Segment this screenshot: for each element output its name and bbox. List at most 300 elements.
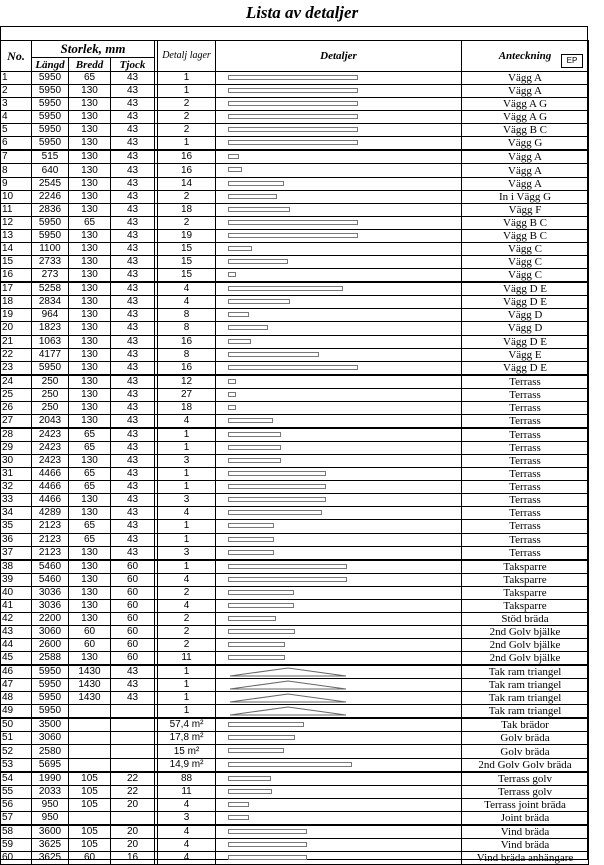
table-row	[1, 322, 589, 335]
row-drawing	[216, 507, 462, 520]
row-quantity: 3	[158, 546, 216, 560]
row-note: Stöd bräda	[462, 612, 589, 625]
part-drawing-icon	[228, 339, 251, 344]
row-number: 57	[1, 811, 32, 825]
row-thickness: 43	[111, 150, 155, 164]
row-drawing	[216, 825, 462, 839]
row-quantity: 1	[158, 533, 216, 546]
row-thickness: 43	[111, 229, 155, 242]
row-note: Vägg D	[462, 309, 589, 322]
row-note: Vägg F	[462, 203, 589, 216]
table-row	[1, 785, 589, 798]
row-width: 130	[69, 388, 111, 401]
row-number: 13	[1, 229, 32, 242]
row-thickness: 43	[111, 401, 155, 414]
row-note: Vägg G	[462, 137, 589, 151]
row-note: Vägg A	[462, 72, 589, 85]
row-note: Taksparre	[462, 599, 589, 612]
row-thickness: 22	[111, 772, 155, 786]
row-drawing	[216, 705, 462, 719]
table-row	[1, 111, 589, 124]
page-title: Lista av detaljer	[245, 3, 359, 22]
row-number: 48	[1, 692, 32, 705]
row-width: 65	[69, 468, 111, 481]
row-width: 1430	[69, 665, 111, 679]
row-number: 49	[1, 705, 32, 719]
row-width: 130	[69, 599, 111, 612]
row-quantity: 11	[158, 785, 216, 798]
row-width: 130	[69, 375, 111, 389]
row-thickness: 43	[111, 203, 155, 216]
row-width: 130	[69, 243, 111, 256]
row-thickness: 43	[111, 468, 155, 481]
row-drawing	[216, 348, 462, 361]
triangle-drawing-icon	[228, 680, 348, 690]
row-quantity: 8	[158, 309, 216, 322]
row-number: 45	[1, 652, 32, 666]
row-number: 37	[1, 546, 32, 560]
row-quantity: 16	[158, 150, 216, 164]
row-note: Vägg A	[462, 150, 589, 164]
row-quantity: 2	[158, 111, 216, 124]
row-quantity: 8	[158, 322, 216, 335]
row-note: Terrass	[462, 546, 589, 560]
row-thickness: 16	[111, 851, 155, 864]
row-thickness: 60	[111, 599, 155, 612]
row-thickness: 43	[111, 533, 155, 546]
row-thickness: 43	[111, 322, 155, 335]
part-drawing-icon	[228, 497, 326, 502]
part-drawing-icon	[228, 458, 281, 463]
row-drawing	[216, 229, 462, 242]
row-quantity: 2	[158, 98, 216, 111]
row-number: 23	[1, 361, 32, 375]
table-row	[1, 401, 589, 414]
part-drawing-icon	[228, 194, 277, 199]
row-length: 5258	[32, 282, 69, 296]
row-thickness: 43	[111, 137, 155, 151]
row-drawing	[216, 468, 462, 481]
row-width: 130	[69, 322, 111, 335]
row-note: Terrass	[462, 414, 589, 428]
row-thickness: 43	[111, 665, 155, 679]
row-quantity: 2	[158, 626, 216, 639]
part-drawing-icon	[228, 550, 274, 555]
row-quantity: 18	[158, 203, 216, 216]
table-row	[1, 441, 589, 454]
row-drawing	[216, 665, 462, 679]
row-number: 56	[1, 798, 32, 811]
row-note: Tak ram triangel	[462, 705, 589, 719]
row-number: 36	[1, 533, 32, 546]
row-note: Terrass golv	[462, 772, 589, 786]
row-note: Vind bräda	[462, 838, 589, 851]
row-number: 10	[1, 190, 32, 203]
table-row	[1, 243, 589, 256]
row-thickness: 43	[111, 309, 155, 322]
part-drawing-icon	[228, 418, 273, 423]
part-drawing-icon	[228, 75, 358, 80]
part-drawing-icon	[228, 629, 295, 634]
part-drawing-icon	[228, 365, 358, 370]
row-quantity: 12	[158, 375, 216, 389]
table-row	[1, 745, 589, 758]
row-length: 4466	[32, 481, 69, 494]
row-note: Terrass	[462, 520, 589, 533]
row-length: 3500	[32, 718, 69, 732]
table-row	[1, 124, 589, 137]
row-thickness: 43	[111, 520, 155, 533]
row-quantity: 4	[158, 414, 216, 428]
row-width: 65	[69, 481, 111, 494]
row-width: 130	[69, 652, 111, 666]
row-drawing	[216, 481, 462, 494]
row-quantity: 19	[158, 229, 216, 242]
table-row	[1, 375, 589, 389]
row-quantity: 18	[158, 401, 216, 414]
row-length: 2834	[32, 296, 69, 309]
table-row	[1, 348, 589, 361]
row-note: Tak ram triangel	[462, 665, 589, 679]
row-note: Terrass golv	[462, 785, 589, 798]
table-row	[1, 137, 589, 151]
triangle-drawing-icon	[228, 706, 348, 716]
row-length: 1990	[32, 772, 69, 786]
row-quantity: 15	[158, 243, 216, 256]
row-note: Terrass	[462, 375, 589, 389]
part-drawing-icon	[228, 325, 268, 330]
row-note: Vind bräda	[462, 825, 589, 839]
row-length: 2123	[32, 546, 69, 560]
row-width	[69, 732, 111, 745]
row-length: 964	[32, 309, 69, 322]
row-thickness: 43	[111, 216, 155, 229]
row-number: 59	[1, 838, 32, 851]
row-thickness: 43	[111, 428, 155, 442]
row-note: Joint bräda	[462, 811, 589, 825]
row-drawing	[216, 401, 462, 414]
row-drawing	[216, 758, 462, 772]
row-length: 4177	[32, 348, 69, 361]
row-length: 273	[32, 269, 69, 283]
table-row	[1, 612, 589, 625]
row-quantity: 1	[158, 85, 216, 98]
part-drawing-icon	[228, 564, 347, 569]
row-drawing	[216, 745, 462, 758]
table-row	[1, 229, 589, 242]
part-drawing-icon	[228, 140, 358, 145]
row-drawing	[216, 98, 462, 111]
row-length: 5950	[32, 692, 69, 705]
row-width: 130	[69, 256, 111, 269]
row-note: Vägg C	[462, 256, 589, 269]
row-quantity: 14	[158, 177, 216, 190]
part-drawing-icon	[228, 537, 274, 542]
table-row	[1, 269, 589, 283]
row-quantity: 4	[158, 798, 216, 811]
row-length: 3625	[32, 838, 69, 851]
row-drawing	[216, 375, 462, 389]
row-length: 5950	[32, 216, 69, 229]
row-width: 1430	[69, 692, 111, 705]
row-note: Terrass	[462, 507, 589, 520]
row-note: Tak brädor	[462, 718, 589, 732]
row-length: 950	[32, 811, 69, 825]
row-number: 41	[1, 599, 32, 612]
row-thickness: 20	[111, 838, 155, 851]
row-length: 1100	[32, 243, 69, 256]
row-number: 40	[1, 586, 32, 599]
row-length: 5950	[32, 229, 69, 242]
row-drawing	[216, 85, 462, 98]
row-number: 53	[1, 758, 32, 772]
row-length: 2836	[32, 203, 69, 216]
table-row	[1, 692, 589, 705]
row-drawing	[216, 838, 462, 851]
row-length: 4466	[32, 494, 69, 507]
row-note: Taksparre	[462, 560, 589, 574]
row-width: 1430	[69, 679, 111, 692]
part-drawing-icon	[228, 352, 319, 357]
row-width: 130	[69, 454, 111, 467]
row-drawing	[216, 282, 462, 296]
row-number: 17	[1, 282, 32, 296]
row-quantity: 4	[158, 573, 216, 586]
row-quantity: 4	[158, 838, 216, 851]
row-thickness: 60	[111, 573, 155, 586]
row-quantity: 1	[158, 665, 216, 679]
part-drawing-icon	[228, 842, 307, 847]
row-length: 3036	[32, 586, 69, 599]
row-note: 2nd Golv bjälke	[462, 652, 589, 666]
row-number: 25	[1, 388, 32, 401]
table-row	[1, 164, 589, 177]
row-drawing	[216, 454, 462, 467]
row-number: 52	[1, 745, 32, 758]
row-length: 5460	[32, 573, 69, 586]
table-row	[1, 838, 589, 851]
row-length: 2246	[32, 190, 69, 203]
row-length: 2043	[32, 414, 69, 428]
row-length: 640	[32, 164, 69, 177]
row-thickness: 60	[111, 652, 155, 666]
row-number: 47	[1, 679, 32, 692]
table-row	[1, 811, 589, 825]
row-quantity: 1	[158, 137, 216, 151]
part-drawing-icon	[228, 312, 249, 317]
row-quantity: 2	[158, 612, 216, 625]
row-width: 130	[69, 111, 111, 124]
row-length: 4289	[32, 507, 69, 520]
row-width: 65	[69, 216, 111, 229]
row-width: 105	[69, 825, 111, 839]
row-width: 105	[69, 798, 111, 811]
row-number: 28	[1, 428, 32, 442]
row-drawing	[216, 414, 462, 428]
header-size: Storlek, mm	[32, 41, 155, 58]
row-drawing	[216, 428, 462, 442]
row-number: 44	[1, 639, 32, 652]
row-width: 65	[69, 520, 111, 533]
row-width: 130	[69, 296, 111, 309]
row-width: 65	[69, 441, 111, 454]
table-row	[1, 705, 589, 719]
part-drawing-icon	[228, 181, 284, 186]
row-thickness: 60	[111, 639, 155, 652]
header-details: Detaljer	[216, 41, 462, 72]
row-drawing	[216, 137, 462, 151]
row-drawing	[216, 335, 462, 348]
header-note: Anteckning	[462, 41, 589, 72]
row-length: 250	[32, 388, 69, 401]
row-quantity: 4	[158, 851, 216, 864]
row-note: 2nd Golv Golv bräda	[462, 758, 589, 772]
row-thickness: 60	[111, 626, 155, 639]
row-width	[69, 705, 111, 719]
row-drawing	[216, 441, 462, 454]
row-note: Taksparre	[462, 573, 589, 586]
row-thickness: 43	[111, 348, 155, 361]
row-width: 130	[69, 361, 111, 375]
row-quantity: 15 m²	[158, 745, 216, 758]
row-thickness	[111, 745, 155, 758]
row-length: 950	[32, 798, 69, 811]
part-drawing-icon	[228, 233, 358, 238]
table-row	[1, 414, 589, 428]
row-quantity: 1	[158, 520, 216, 533]
row-drawing	[216, 520, 462, 533]
row-drawing	[216, 296, 462, 309]
row-width: 130	[69, 573, 111, 586]
row-quantity: 14,9 m²	[158, 758, 216, 772]
row-note: Vägg D	[462, 322, 589, 335]
row-quantity: 3	[158, 454, 216, 467]
row-drawing	[216, 269, 462, 283]
row-thickness: 43	[111, 177, 155, 190]
row-width: 130	[69, 612, 111, 625]
row-quantity: 1	[158, 481, 216, 494]
row-width: 130	[69, 494, 111, 507]
row-thickness	[111, 732, 155, 745]
row-number: 11	[1, 203, 32, 216]
table-row	[1, 507, 589, 520]
row-number: 9	[1, 177, 32, 190]
part-drawing-icon	[228, 655, 285, 660]
part-drawing-icon	[228, 735, 295, 740]
table-row	[1, 256, 589, 269]
row-note: 2nd Golv bjälke	[462, 639, 589, 652]
table-row	[1, 626, 589, 639]
row-length: 2200	[32, 612, 69, 625]
part-drawing-icon	[228, 642, 285, 647]
part-drawing-icon	[228, 432, 281, 437]
row-width: 130	[69, 348, 111, 361]
row-quantity: 15	[158, 269, 216, 283]
row-quantity: 1	[158, 468, 216, 481]
row-length: 5950	[32, 72, 69, 85]
row-thickness: 60	[111, 586, 155, 599]
row-length: 1063	[32, 335, 69, 348]
table-row	[1, 98, 589, 111]
row-drawing	[216, 546, 462, 560]
row-width: 130	[69, 98, 111, 111]
row-number: 50	[1, 718, 32, 732]
row-thickness: 43	[111, 692, 155, 705]
row-quantity: 2	[158, 124, 216, 137]
table-row	[1, 586, 589, 599]
table-row	[1, 652, 589, 666]
row-length: 2423	[32, 441, 69, 454]
row-number: 33	[1, 494, 32, 507]
row-quantity: 1	[158, 441, 216, 454]
row-length: 250	[32, 401, 69, 414]
row-number: 42	[1, 612, 32, 625]
part-drawing-icon	[228, 471, 326, 476]
row-thickness: 43	[111, 111, 155, 124]
table-row	[1, 216, 589, 229]
triangle-drawing-icon	[228, 693, 348, 703]
row-width	[69, 758, 111, 772]
row-thickness: 43	[111, 190, 155, 203]
part-drawing-icon	[228, 101, 358, 106]
row-quantity: 4	[158, 507, 216, 520]
row-thickness: 43	[111, 124, 155, 137]
table-row	[1, 560, 589, 574]
row-width: 130	[69, 229, 111, 242]
row-drawing	[216, 494, 462, 507]
row-length: 5950	[32, 111, 69, 124]
table-row	[1, 190, 589, 203]
row-drawing	[216, 626, 462, 639]
part-drawing-icon	[228, 246, 252, 251]
row-width: 60	[69, 639, 111, 652]
details-table	[0, 40, 589, 865]
row-width: 105	[69, 838, 111, 851]
row-width: 60	[69, 851, 111, 864]
row-note: Vägg A	[462, 177, 589, 190]
row-number: 26	[1, 401, 32, 414]
row-note: Vägg B C	[462, 124, 589, 137]
row-drawing	[216, 190, 462, 203]
row-number: 39	[1, 573, 32, 586]
row-thickness: 22	[111, 785, 155, 798]
row-quantity: 16	[158, 164, 216, 177]
row-number: 2	[1, 85, 32, 98]
part-drawing-icon	[228, 405, 236, 410]
row-drawing	[216, 851, 462, 864]
row-quantity: 27	[158, 388, 216, 401]
part-drawing-icon	[228, 616, 276, 621]
row-width: 130	[69, 401, 111, 414]
row-number: 1	[1, 72, 32, 85]
row-quantity: 57,4 m²	[158, 718, 216, 732]
row-thickness: 43	[111, 414, 155, 428]
row-quantity: 1	[158, 679, 216, 692]
table-row	[1, 388, 589, 401]
row-length: 5950	[32, 124, 69, 137]
row-length: 5950	[32, 361, 69, 375]
row-number: 8	[1, 164, 32, 177]
row-quantity: 1	[158, 428, 216, 442]
row-width: 130	[69, 177, 111, 190]
table-row	[1, 599, 589, 612]
part-drawing-icon	[228, 445, 281, 450]
table-row	[1, 296, 589, 309]
row-quantity: 2	[158, 639, 216, 652]
row-number: 32	[1, 481, 32, 494]
row-note: Terrass	[462, 428, 589, 442]
part-drawing-icon	[228, 154, 239, 159]
